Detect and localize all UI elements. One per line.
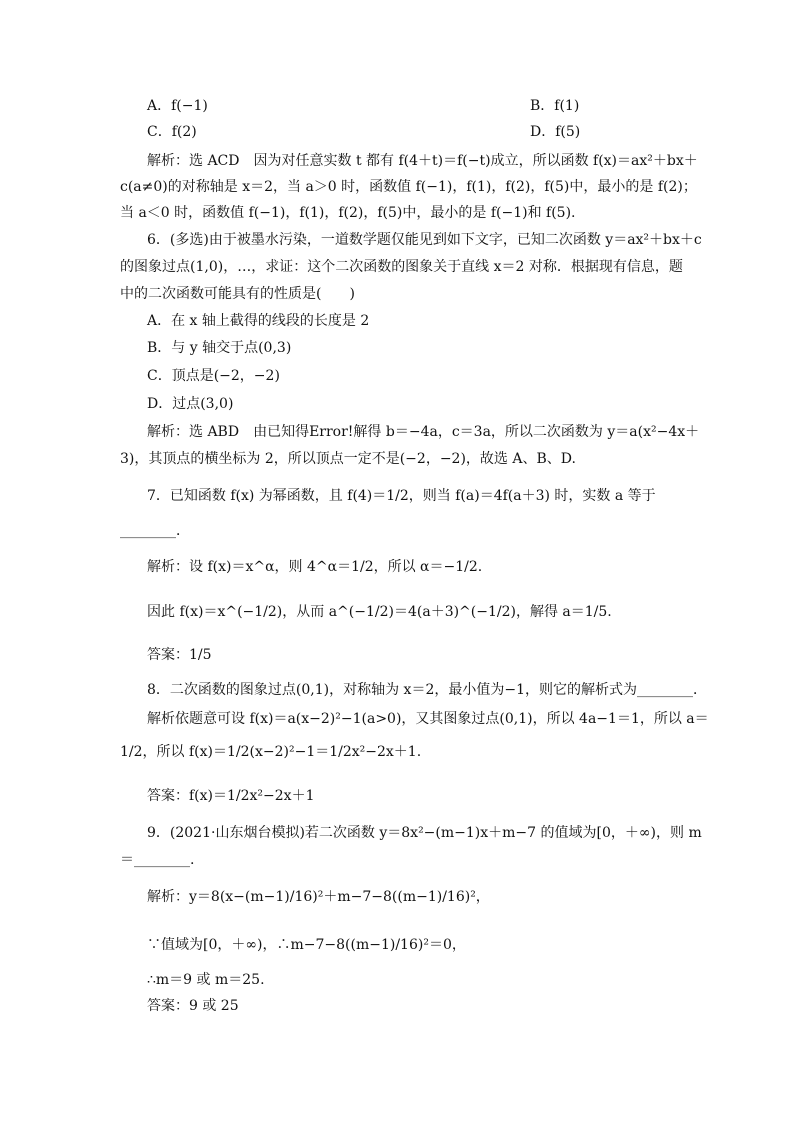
q5-solution-line-1: 解析：选 ACD 因为对任意实数 t 都有 f(4＋t)＝f(−t)成立，所以函数 f(x)＝ax²＋bx＋ <box>147 153 698 169</box>
q7-solution-line-1: 解析：设 f(x)＝x^α，则 4^α＝1/2，所以 α＝−1/2. <box>147 559 483 575</box>
q6-option-a: A．在 x 轴上截得的线段的长度是 2 <box>147 313 370 329</box>
option-c-line: C．f(2) D．f(5) <box>147 124 581 140</box>
q9-solution-line-3: ∴m＝9 或 m＝25. <box>147 972 265 988</box>
q6-stem-line-3: 中的二次函数可能具有的性质是( ) <box>120 286 355 302</box>
q9-solution-line-1: 解析：y＝8(x−(m−1)/16)²＋m−7−8((m−1)/16)²， <box>147 889 490 905</box>
q7-stem-line-1: 7．已知函数 f(x) 为幂函数，且 f(4)＝1/2，则当 f(a)＝4f(a＋3) 时，实数 a 等于 <box>147 488 656 504</box>
q8-solution-line-1: 解析依题意可设 f(x)＝a(x−2)²−1(a>0)，又其图象过点(0,1)，所以 4a−1＝1，所以 a＝ <box>147 711 709 727</box>
q5-solution-line-3: 当 a＜0 时，函数值 f(−1)，f(1)，f(2)，f(5)中，最小的是 f(−1)和 f(5). <box>120 205 576 221</box>
q8-stem: 8．二次函数的图象过点(0,1)，对称轴为 x＝2，最小值为−1，则它的解析式为________． <box>147 682 707 698</box>
q9-answer-blank: ＝________. <box>120 852 195 868</box>
q5-solution-line-2: c(a≠0)的对称轴是 x＝2，当 a＞0 时，函数值 f(−1)，f(1)，f(2)，f(5)中，最小的是 f(2)； <box>120 179 697 195</box>
q6-solution-line-1: 解析：选 ABD 由已知得Error!解得 b＝−4a，c＝3a，所以二次函数为 y＝a(x²−4x＋ <box>147 424 700 440</box>
q7-answer-blank: ________． <box>120 523 190 539</box>
q7-solution-line-2: 因此 f(x)＝x^(−1/2)，从而 a^(−1/2)＝4(a＋3)^(−1/2)，解得 a＝1/5. <box>147 604 612 620</box>
q6-stem-line-2: 的图象过点(1,0)，…，求证：这个二次函数的图象关于直线 x＝2 对称．根据现有信息，题 <box>120 259 683 275</box>
q7-answer: 答案：1/5 <box>147 647 212 663</box>
option-d: D．f(5) <box>530 124 581 140</box>
q9-answer: 答案：9 或 25 <box>147 998 239 1014</box>
q6-option-b: B．与 y 轴交于点(0,3) <box>147 340 292 356</box>
q9-stem-line-1: 9．(2021·山东烟台模拟)若二次函数 y＝8x²−(m−1)x＋m−7 的值域为[0，＋∞)，则 m <box>147 825 702 841</box>
q6-option-d: D．过点(3,0) <box>147 396 234 412</box>
q6-stem-line-1: 6．(多选)由于被墨水污染，一道数学题仅能见到如下文字，已知二次函数 y＝ax²＋bx＋c <box>147 232 702 248</box>
option-b: B．f(1) <box>530 98 580 114</box>
q6-option-c: C．顶点是(−2，−2) <box>147 368 280 384</box>
q8-answer: 答案：f(x)＝1/2x²−2x＋1 <box>147 788 315 804</box>
q9-solution-line-2: ∵值域为[0，＋∞)，∴m−7−8((m−1)/16)²＝0， <box>147 937 466 953</box>
q8-solution-line-2: 1/2，所以 f(x)＝1/2(x−2)²−1＝1/2x²−2x＋1. <box>120 744 422 760</box>
option-a-line: A．f(−1) B．f(1) <box>147 98 580 114</box>
q6-solution-line-2: 3)，其顶点的横坐标为 2，所以顶点一定不是(−2，−2)，故选 A、B、D. <box>120 451 576 467</box>
